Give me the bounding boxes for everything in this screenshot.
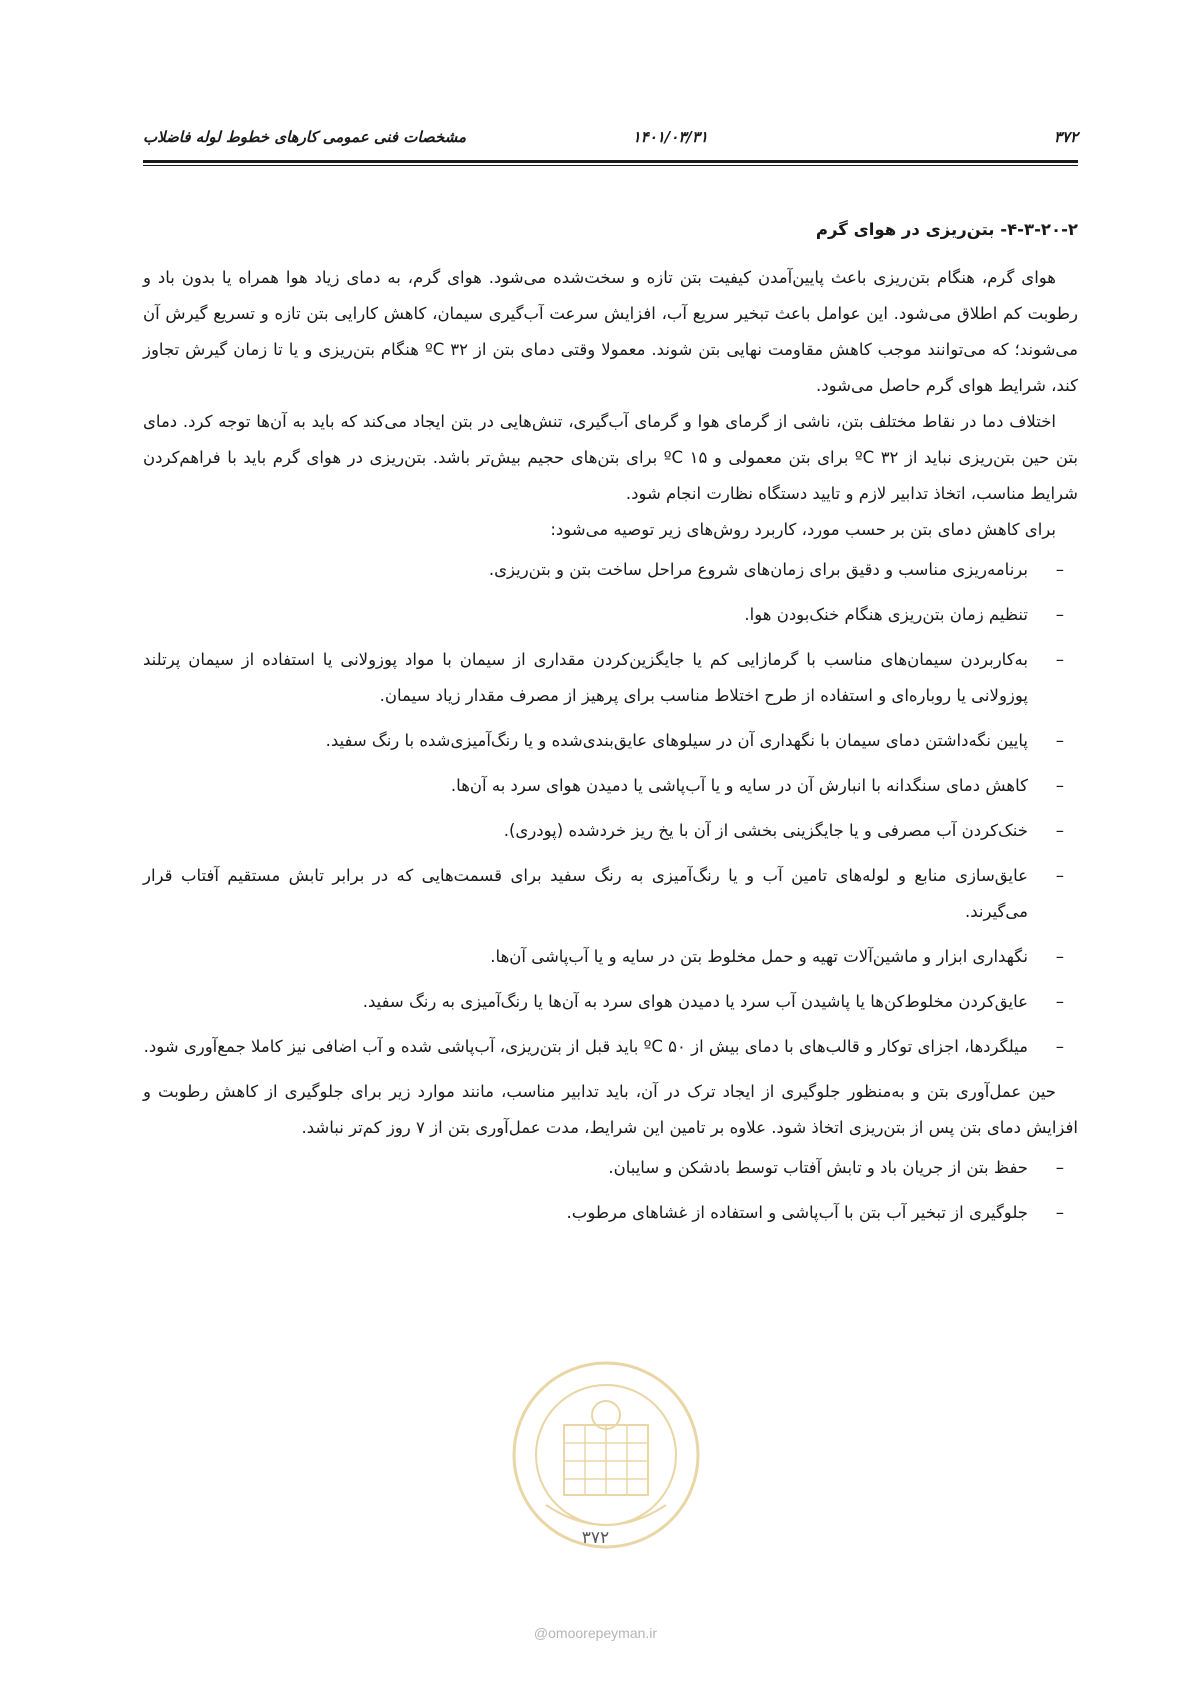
footer-page-number: ۳۷۲ [581, 1528, 610, 1548]
closing-paragraph: حین عمل‌آوری بتن و به‌منظور جلوگیری از ایجاد ترک در آن، باید تدابیر مناسب، مانند موارد زیر برای جلوگیری از کاهش رطوبت و افزایش دمای بتن پس از بتن‌ریزی اتخاذ شود. علاوه بر تامین این شرایط، مدت عمل‌آوری بتن از ۷ روز کم‌تر نباشد. [143, 1082, 1078, 1137]
dash-marker: – [1055, 731, 1064, 750]
list-item [143, 552, 1078, 588]
dash-marker: – [1055, 650, 1064, 669]
list-item-text: عایق‌کردن مخلوط‌کن‌ها یا پاشیدن آب سرد یا دمیدن هوای سرد به آن‌ها یا رنگ‌آمیزی به رنگ سفید. [362, 992, 1028, 1011]
list-item [143, 642, 1078, 714]
list-item [143, 597, 1078, 633]
footer-website: @omoorepeyman.ir [533, 1625, 658, 1641]
header-page-number: ۳۷۲ [1053, 128, 1078, 146]
list-item-text: کاهش دمای سنگدانه با انبارش آن در سایه و یا آب‌پاشی یا دمیدن هوای سرد به آن‌ها. [450, 776, 1028, 795]
list-item [143, 1150, 1078, 1186]
list-intro: برای کاهش دمای بتن بر حسب مورد، کاربرد روش‌های زیر توصیه می‌شود: [550, 520, 1056, 539]
list-item-text: خنک‌کردن آب مصرفی و یا جایگزینی بخشی از آن با یخ ریز خردشده (پودری). [503, 821, 1028, 840]
list-item-text: جلوگیری از تبخیر آب بتن با آب‌پاشی و استفاده از غشاهای مرطوب. [566, 1203, 1028, 1222]
dash-marker: – [1055, 992, 1064, 1011]
cooling-methods-list [143, 552, 1078, 1065]
list-item [143, 939, 1078, 975]
dash-marker: – [1055, 866, 1064, 885]
paragraph: اختلاف دما در نقاط مختلف بتن، ناشی از گرمای هوا و گرمای آب‌گیری، تنش‌هایی در بتن ایجاد می‌کند که باید به آن‌ها توجه کرد. دمای بتن حین بتن‌ریزی نباید از ۳۲ ºC برای بتن معمولی و ۱۵ ºC برای بتن‌های حجیم بیش‌تر باشد. بتن‌ریزی در هوای گرم باید با فراهم‌کردن شرایط مناسب، اتخاذ تدابیر لازم و تایید دستگاه نظارت انجام شود. [143, 412, 1078, 503]
dash-marker: – [1055, 947, 1064, 966]
list-item [143, 1029, 1078, 1065]
list-item-text: عایق‌سازی منابع و لوله‌های تامین آب و یا رنگ‌آمیزی به رنگ سفید برای قسمت‌هایی که در برابر تابش مستقیم آفتاب قرار می‌گیرند. [143, 866, 1028, 921]
list-item-text: پایین نگه‌داشتن دمای سیمان با نگهداری آن در سیلوهای عایق‌بندی‌شده و یا رنگ‌آمیزی‌شده با رنگ سفید. [325, 731, 1028, 750]
section-heading: ۴-۳-۲۰-۲- بتن‌ریزی در هوای گرم [815, 220, 1078, 239]
list-item [143, 1195, 1078, 1231]
list-item-text: به‌کاربردن سیمان‌های مناسب با گرمازایی کم یا جایگزین‌کردن مقداری از سیمان با مواد پوزولانی یا استفاده از سیمان پرتلند پوزولانی یا روباره‌ای و استفاده از طرح اختلاط مناسب برای پرهیز از مصرف مقدار زیاد سیمان. [143, 650, 1028, 705]
list-item-text: تنظیم زمان بتن‌ریزی هنگام خنک‌بودن هوا. [744, 605, 1028, 624]
list-item [143, 768, 1078, 804]
dash-marker: – [1055, 560, 1064, 579]
list-item-text: حفظ بتن از جریان باد و تابش آفتاب توسط بادشکن و سایبان. [608, 1158, 1028, 1177]
header-title: مشخصات فنی عمومی کارهای خطوط لوله فاضلاب [143, 128, 467, 146]
dash-marker: – [1055, 1158, 1064, 1177]
curing-methods-list [143, 1150, 1078, 1231]
list-item-text: برنامه‌ریزی مناسب و دقیق برای زمان‌های شروع مراحل ساخت بتن و بتن‌ریزی. [488, 560, 1028, 579]
paragraph: هوای گرم، هنگام بتن‌ریزی باعث پایین‌آمدن کیفیت بتن تازه و سخت‌شده می‌شود. هوای گرم، به دمای زیاد هوا همراه یا بدون باد و رطوبت کم اطلاق می‌شود. این عوامل باعث تبخیر سریع آب، افزایش سرعت آب‌گیری سیمان، کاهش کارایی بتن تازه و تسریع گیرش آن می‌شوند؛ که می‌توانند موجب کاهش مقاومت نهایی بتن شوند. معمولا وقتی دمای بتن از ۳۲ ºC هنگام بتن‌ریزی و یا تا زمان گیرش تجاوز کند، شرایط هوای گرم حاصل می‌شود. [143, 268, 1078, 395]
list-item-text: نگهداری ابزار و ماشین‌آلات تهیه و حمل مخلوط بتن در سایه و یا آب‌پاشی آن‌ها. [490, 947, 1028, 966]
dash-marker: – [1055, 605, 1064, 624]
dash-marker: – [1055, 776, 1064, 795]
list-item [143, 858, 1078, 930]
dash-marker: – [1055, 1037, 1064, 1056]
page-header [143, 128, 1078, 152]
list-item [143, 723, 1078, 759]
header-divider [143, 160, 1078, 166]
dash-marker: – [1055, 1203, 1064, 1222]
page-content [143, 212, 1078, 1240]
list-item-text: میلگردها، اجزای توکار و قالب‌های با دمای بیش از ۵۰ ºC باید قبل از بتن‌ریزی، آب‌پاشی شده و آب اضافی نیز کاملا جمع‌آوری شود. [143, 1037, 1028, 1056]
list-item [143, 813, 1078, 849]
header-date: ۱۴۰۱/۰۳/۳۱ [632, 128, 708, 146]
list-item [143, 984, 1078, 1020]
dash-marker: – [1055, 821, 1064, 840]
watermark-seal-icon [506, 1355, 706, 1555]
